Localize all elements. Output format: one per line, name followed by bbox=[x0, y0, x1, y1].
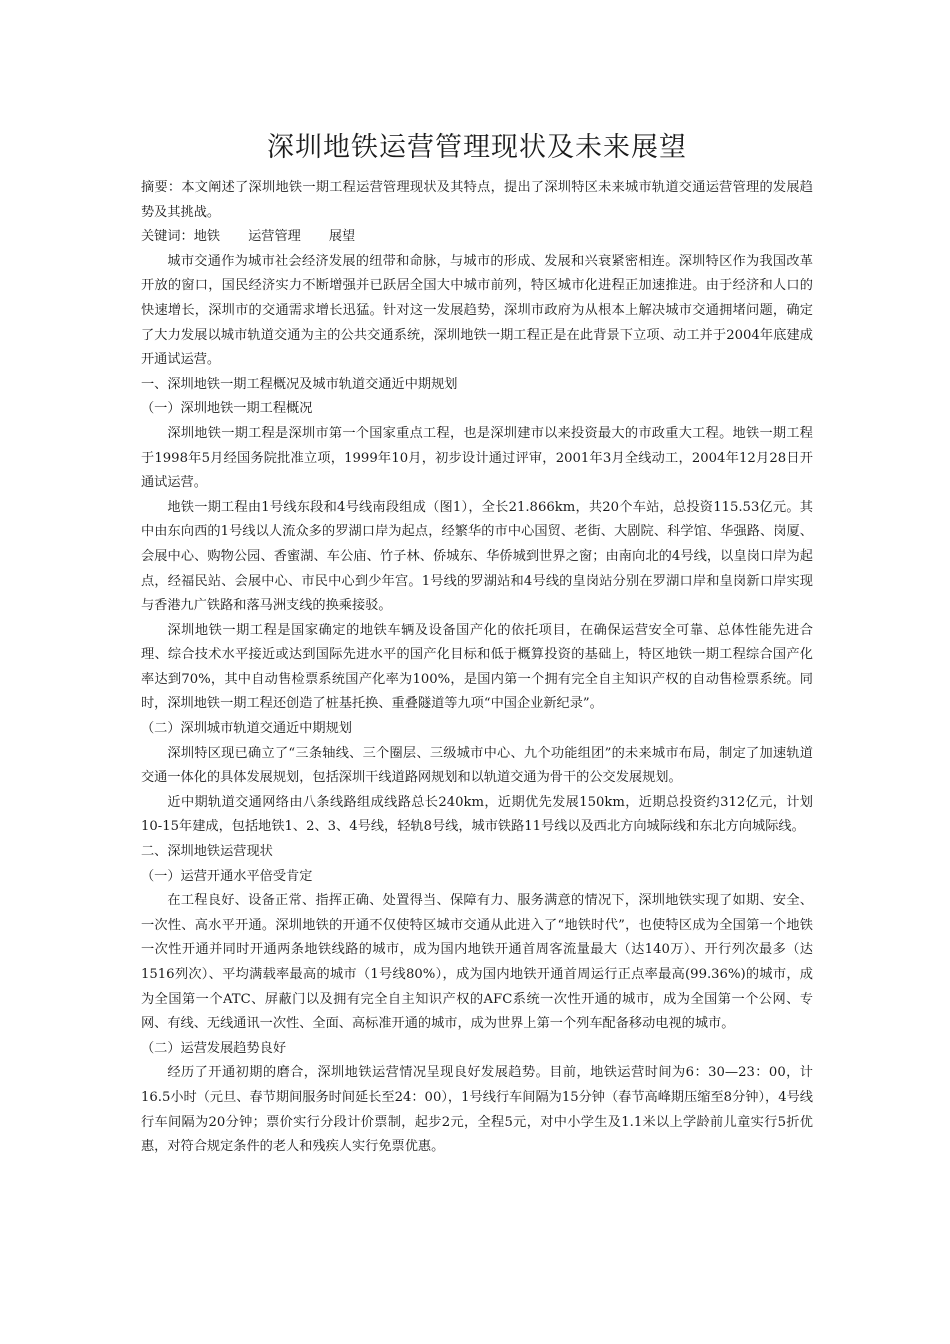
section-heading: 一、深圳地铁一期工程概况及城市轨道交通近中期规划 bbox=[141, 376, 458, 392]
document-title: 深圳地铁运营管理现状及未来展望 bbox=[267, 132, 687, 163]
body-paragraph: 深圳地铁一期工程是国家确定的地铁车辆及设备国产化的依托项目，在确保运营安全可靠、总体性能先进合理、综合技术水平接近或达到国际先进水平的国产化目标和低于概算投资的基础上，特区地铁一期工程综合国产化率达到70%，其中自动售检票系统国产化率为100%，是国内第一个拥有完全自主知识产权的自动售检票系统。同时，深圳地铁一期工程还创造了桩基托换、重叠隧道等九项“中国企业新纪录”。 bbox=[141, 622, 813, 712]
keywords-label: 关键词： bbox=[141, 229, 194, 245]
body-paragraph: 深圳特区现已确立了“三条轴线、三个圈层、三级城市中心、九个功能组团”的未来城市布局，制定了加速轨道交通一体化的具体发展规划，包括深圳干线道路网规划和以轨道交通为骨干的公交发展规划。 bbox=[141, 745, 813, 786]
keyword-item: 地铁 bbox=[193, 229, 221, 245]
subsection-heading: （二）运营发展趋势良好 bbox=[141, 1040, 287, 1056]
body-paragraph: 地铁一期工程由1号线东段和4号线南段组成（图1），全长21.866km，共20个车站，总投资115.53亿元。其中由东向西的1号线以人流众多的罗湖口岸为起点，经繁华的市中心国贸、老街、大剧院、科学馆、华强路、岗厦、会展中心、购物公园、香蜜湖、车公庙、竹子林、侨城东、华侨城到世界之窗；由南向北的4号线，以皇岗口岸为起点，经福民站、会展中心、市民中心到少年宫。1号线的罗湖站和4号线的皇岗站分别在罗湖口岸和皇岗新口岸实现与香港九广铁路和落马洲支线的换乘接驳。 bbox=[141, 499, 813, 614]
keyword-item: 展望 bbox=[328, 229, 356, 245]
body-paragraph: 深圳地铁一期工程是深圳市第一个国家重点工程，也是深圳建市以来投资最大的市政重大工程。地铁一期工程于1998年5月经国务院批准立项，1999年10月，初步设计通过评审，2001年3月全线动工，2004年12月28日开通试运营。 bbox=[141, 425, 813, 491]
body-paragraph: 在工程良好、设备正常、指挥正确、处置得当、保障有力、服务满意的情况下，深圳地铁实现了如期、安全、一次性、高水平开通。深圳地铁的开通不仅使特区城市交通从此进入了“地铁时代”，也使特区成为全国第一个地铁一次性开通并同时开通两条地铁线路的城市，成为国内地铁开通首周客流量最大（达140万）、开行列次最多（达1516列次）、平均满载率最高的城市（1号线80%），成为国内地铁开通首周运行正点率最高(99.36%)的城市，成为全国第一个ATC、屏蔽门以及拥有完全自主知识产权的AFC系统一次性开通的城市，成为全国第一个公网、专网、有线、无线通讯一次性、全面、高标准开通的城市，成为世界上第一个列车配备移动电视的城市。 bbox=[141, 893, 813, 1032]
body-paragraph: 经历了开通初期的磨合，深圳地铁运营情况呈现良好发展趋势。目前，地铁运营时间为6：30—23：00，计16.5小时（元旦、春节期间服务时间延长至24：00），1号线行车间隔为15分钟（春节高峰期压缩至8分钟），4号线行车间隔为20分钟；票价实行分段计价票制，起步2元，全程5元，对中小学生及1.1米以上学龄前儿童实行5折优惠，对符合规定条件的老人和残疾人实行免票优惠。 bbox=[141, 1065, 813, 1155]
subsection-heading: （二）深圳城市轨道交通近中期规划 bbox=[141, 721, 352, 737]
body-paragraph: 城市交通作为城市社会经济发展的纽带和命脉，与城市的形成、发展和兴衰紧密相连。深圳特区作为我国改革开放的窗口，国民经济实力不断增强并已跃居全国大中城市前列，特区城市化进程正加速推进。由于经济和人口的快速增长，深圳市的交通需求增长迅猛。针对这一发展趋势，深圳市政府为从根本上解决城市交通拥堵问题，确定了大力发展以城市轨道交通为主的公共交通系统，深圳地铁一期工程正是在此背景下立项、动工并于2004年底建成开通试运营。 bbox=[141, 253, 813, 368]
subsection-heading: （一）深圳地铁一期工程概况 bbox=[141, 401, 313, 417]
subsection-heading: （一）运营开通水平倍受肯定 bbox=[141, 868, 313, 884]
keyword-item: 运营管理 bbox=[248, 229, 301, 245]
abstract: 摘要：本文阐述了深圳地铁一期工程运营管理现状及其特点，提出了深圳特区未来城市轨道交通运营管理的发展趋势及其挑战。 bbox=[141, 180, 813, 220]
keywords-line bbox=[141, 225, 813, 250]
body-paragraph: 近中期轨道交通网络由八条线路组成线路总长240km，近期优先发展150km，近期总投资约312亿元，计划10-15年建成，包括地铁1、2、3、4号线，轻轨8号线，城市铁路11号线以及西北方向城际线和东北方向城际线。 bbox=[141, 794, 813, 835]
section-heading: 二、深圳地铁运营现状 bbox=[141, 844, 273, 860]
document-body bbox=[141, 250, 813, 1160]
document-page bbox=[141, 128, 813, 1160]
